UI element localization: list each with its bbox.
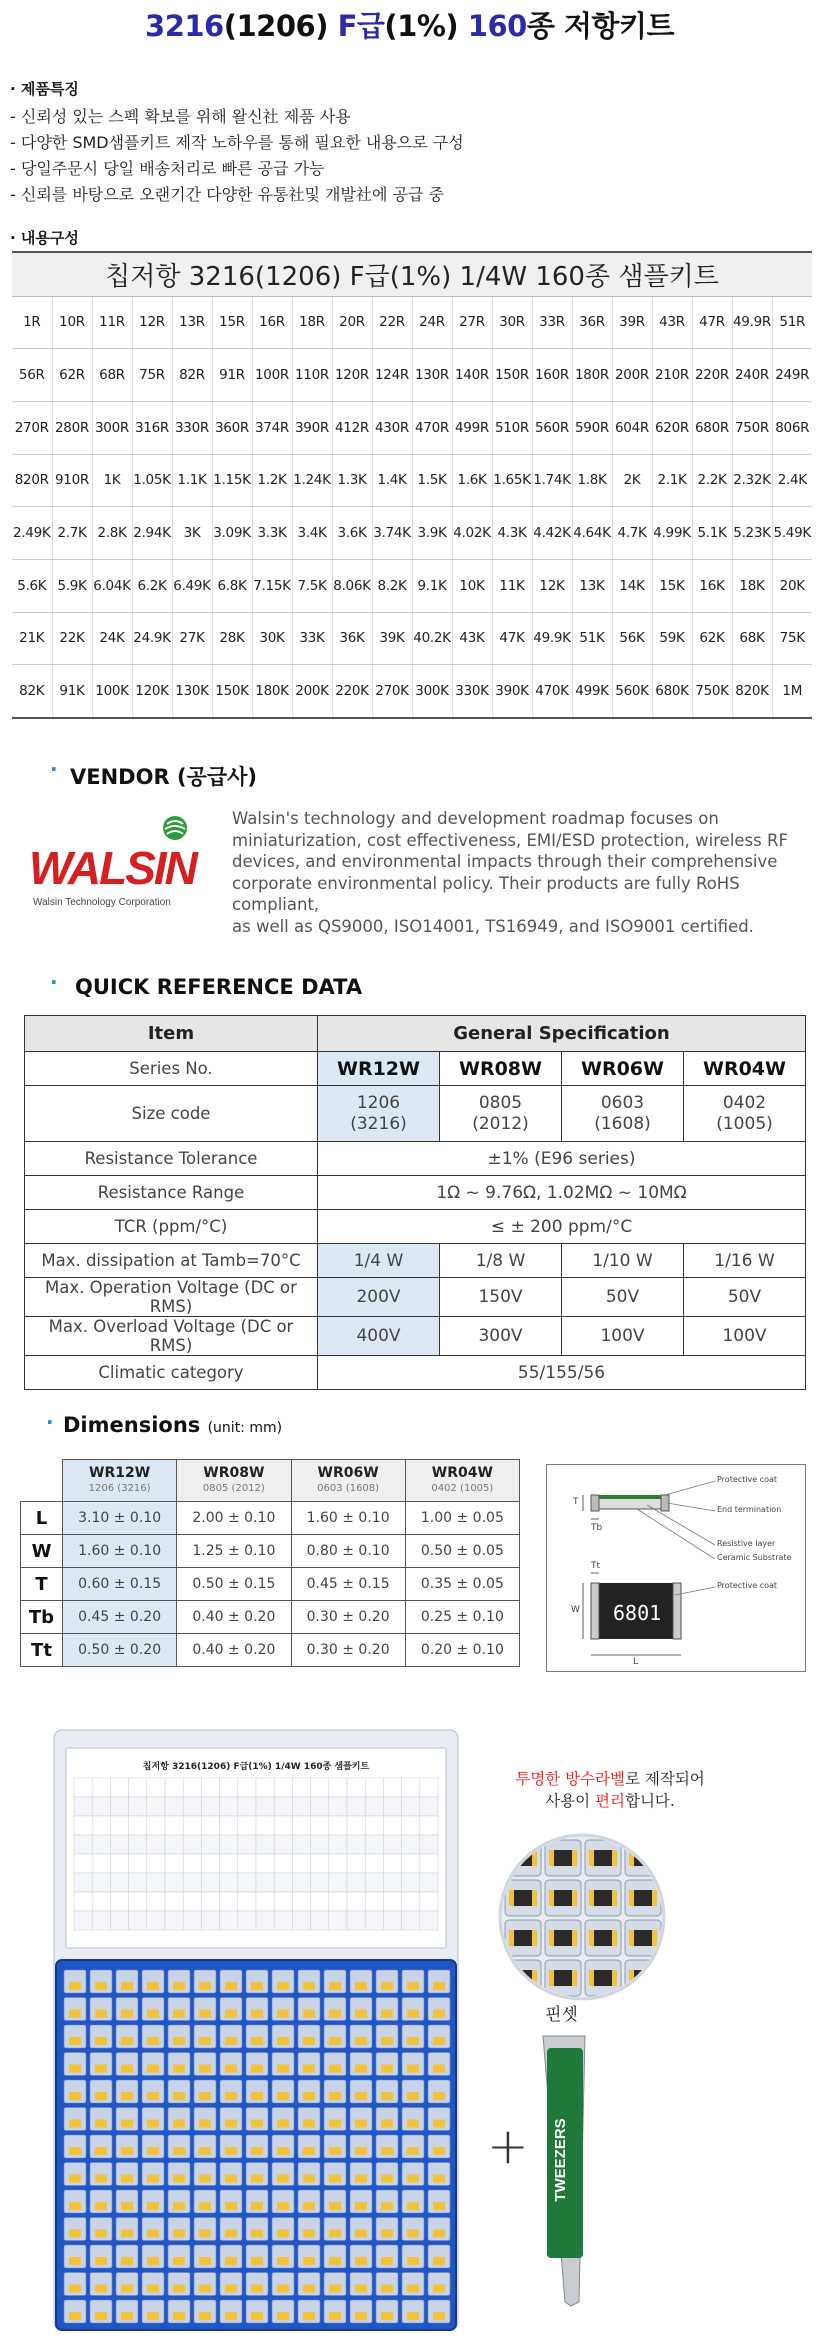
resistor-row <box>12 665 812 718</box>
resistor-value: 1.8K <box>572 454 612 507</box>
dim-header: WR12W 1206 (3216) <box>63 1460 177 1502</box>
dimension-label: Tb <box>21 1601 63 1634</box>
resistor-value: 4.64K <box>572 507 612 560</box>
resistor-value: 4.42K <box>532 507 572 560</box>
dissipation-cell: 1/16 W <box>684 1244 806 1278</box>
dissipation-label: Max. dissipation at Tamb=70°C <box>25 1244 318 1278</box>
resistor-value: 30R <box>492 296 532 349</box>
box-label-title: 칩저항 3216(1206) F급(1%) 1/4W 160종 샘플키트 <box>142 1762 370 1772</box>
resistor-value: 24.9K <box>132 612 172 665</box>
resistor-row <box>12 454 812 507</box>
resistor-value: 470R <box>412 401 452 454</box>
dim-header: WR04W 0402 (1005) <box>405 1460 519 1502</box>
resistor-value: 47R <box>692 296 732 349</box>
dimension-row <box>21 1568 520 1601</box>
resistor-value: 100K <box>92 665 132 718</box>
page-title: 3216(1206) F급(1%) 160종 저항키트 <box>145 9 674 43</box>
dimensions-table <box>20 1459 520 1667</box>
dimension-value: 1.60 ± 0.10 <box>63 1535 177 1568</box>
resistor-value: 590R <box>572 401 612 454</box>
resistor-value: 3.74K <box>372 507 412 560</box>
resistor-value: 160R <box>532 349 572 402</box>
resistor-value: 13R <box>172 296 212 349</box>
resistor-value: 40.2K <box>412 612 452 665</box>
resistor-value: 430R <box>372 401 412 454</box>
dimension-value: 1.00 ± 0.05 <box>405 1502 519 1535</box>
resistor-value: 1K <box>92 454 132 507</box>
resistor-value: 24K <box>92 612 132 665</box>
size-cell: 1206 (3216) <box>318 1086 440 1142</box>
resistor-value: 51K <box>572 612 612 665</box>
tweezers-image <box>535 2030 605 2310</box>
resistor-value-table <box>12 251 812 719</box>
resistor-row <box>12 349 812 402</box>
resistor-value: 14K <box>612 559 652 612</box>
dimensions-heading: Dimensions (unit: mm) <box>63 1413 283 1437</box>
resistor-value: 100R <box>252 349 292 402</box>
resistor-row <box>12 401 812 454</box>
resistor-value: 20K <box>772 559 812 612</box>
resistor-value: 374R <box>252 401 292 454</box>
resistor-value: 130R <box>412 349 452 402</box>
plus-sign: + <box>487 2117 529 2175</box>
resistor-value: 140R <box>452 349 492 402</box>
dimension-value: 0.50 ± 0.15 <box>177 1568 291 1601</box>
resistor-value: 5.49K <box>772 507 812 560</box>
resistor-value: 5.9K <box>52 559 92 612</box>
resistor-value: 360R <box>212 401 252 454</box>
resistor-value: 82R <box>172 349 212 402</box>
vendor-heading: VENDOR (공급사) <box>70 765 257 789</box>
dimension-label: W <box>21 1535 63 1568</box>
resistor-value: 680R <box>692 401 732 454</box>
resistor-value: 47K <box>492 612 532 665</box>
resistor-value: 180K <box>252 665 292 718</box>
feature-item: - 다양한 SMD샘플키트 제작 노하우를 통해 필요한 내용으로 구성 <box>10 133 464 152</box>
resistor-value: 6.2K <box>132 559 172 612</box>
resistor-value: 210R <box>652 349 692 402</box>
resistor-value: 5.1K <box>692 507 732 560</box>
features-list <box>10 104 464 208</box>
resistor-value: 180R <box>572 349 612 402</box>
operation-voltage-label: Max. Operation Voltage (DC or RMS) <box>25 1278 318 1317</box>
resistor-value: 18R <box>292 296 332 349</box>
resistor-value: 390R <box>292 401 332 454</box>
resistor-value: 11K <box>492 559 532 612</box>
feature-item: - 당일주문시 당일 배송처리로 빠른 공급 가능 <box>10 159 325 178</box>
dimension-row <box>21 1535 520 1568</box>
resistor-value: 820K <box>732 665 772 718</box>
size-cell: 0402 (1005) <box>684 1086 806 1142</box>
resistor-value: 13K <box>572 559 612 612</box>
quickref-bullet: · <box>50 970 58 994</box>
resistor-value: 62R <box>52 349 92 402</box>
resistor-value: 2K <box>612 454 652 507</box>
dimension-value: 0.20 ± 0.10 <box>405 1634 519 1667</box>
dimension-value: 0.50 ± 0.20 <box>63 1634 177 1667</box>
dimension-value: 0.45 ± 0.15 <box>291 1568 405 1601</box>
size-cell: 0603 (1608) <box>562 1086 684 1142</box>
resistor-value: 59K <box>652 612 692 665</box>
resistor-value: 124R <box>372 349 412 402</box>
resistor-value: 43K <box>452 612 492 665</box>
tolerance-value: ±1% (E96 series) <box>318 1142 806 1176</box>
resistor-value: 30K <box>252 612 292 665</box>
dimension-value: 0.50 ± 0.05 <box>405 1535 519 1568</box>
range-value: 1Ω ~ 9.76Ω, 1.02MΩ ~ 10MΩ <box>318 1176 806 1210</box>
walsin-logo <box>27 811 217 911</box>
tcr-label: TCR (ppm/°C) <box>25 1210 318 1244</box>
resistor-value: 604R <box>612 401 652 454</box>
dimension-value: 0.30 ± 0.20 <box>291 1634 405 1667</box>
tcr-value: ≤ ± 200 ppm/°C <box>318 1210 806 1244</box>
dimension-value: 2.00 ± 0.10 <box>177 1502 291 1535</box>
resistor-value: 120K <box>132 665 172 718</box>
series-cell: WR06W <box>562 1052 684 1086</box>
chip-dimension-diagram: Protective coat End termination Resistive layer Ceramic Substrate Protective coat 6801 T Tb Tt W L <box>546 1464 806 1672</box>
resistor-value: 1R <box>12 296 52 349</box>
range-label: Resistance Range <box>25 1176 318 1210</box>
dimension-row <box>21 1601 520 1634</box>
resistor-value: 3.3K <box>252 507 292 560</box>
dimension-value: 0.45 ± 0.20 <box>63 1601 177 1634</box>
resistor-value: 22K <box>52 612 92 665</box>
resistor-row <box>12 296 812 349</box>
quickref-heading: QUICK REFERENCE DATA <box>75 975 363 999</box>
resistor-value: 20R <box>332 296 372 349</box>
waterproof-label-closeup <box>497 1832 667 2002</box>
resistor-value: 150R <box>492 349 532 402</box>
resistor-value: 240R <box>732 349 772 402</box>
resistor-value: 3.09K <box>212 507 252 560</box>
feature-item: - 신뢰를 바탕으로 오랜기간 다양한 유통社및 개발社에 공급 중 <box>10 185 444 204</box>
resistor-value: 91K <box>52 665 92 718</box>
resistor-value: 49.9K <box>532 612 572 665</box>
dimension-value: 0.80 ± 0.10 <box>291 1535 405 1568</box>
dissipation-cell: 1/8 W <box>440 1244 562 1278</box>
resistor-value: 33R <box>532 296 572 349</box>
resistor-value: 27K <box>172 612 212 665</box>
dimension-row <box>21 1634 520 1667</box>
resistor-value: 51R <box>772 296 812 349</box>
resistor-value: 1.65K <box>492 454 532 507</box>
resistor-value: 36R <box>572 296 612 349</box>
resistor-value: 16R <box>252 296 292 349</box>
resistor-value: 1.15K <box>212 454 252 507</box>
resistor-value: 18K <box>732 559 772 612</box>
tweezers-label: 핀셋 <box>545 2005 578 2025</box>
resistor-value: 2.8K <box>92 507 132 560</box>
dimension-value: 1.25 ± 0.10 <box>177 1535 291 1568</box>
overload-voltage-cell: 300V <box>440 1317 562 1356</box>
resistor-value: 270K <box>372 665 412 718</box>
resistor-value: 6.04K <box>92 559 132 612</box>
series-cell: WR08W <box>440 1052 562 1086</box>
resistor-value: 249R <box>772 349 812 402</box>
resistor-value: 5.6K <box>12 559 52 612</box>
dimension-row <box>21 1502 520 1535</box>
resistor-value: 3.9K <box>412 507 452 560</box>
resistor-value: 2.94K <box>132 507 172 560</box>
resistor-value: 120R <box>332 349 372 402</box>
resistor-value: 750R <box>732 401 772 454</box>
tolerance-label: Resistance Tolerance <box>25 1142 318 1176</box>
dimension-value: 1.60 ± 0.10 <box>291 1502 405 1535</box>
resistor-value: 6.8K <box>212 559 252 612</box>
resistor-value: 12K <box>532 559 572 612</box>
resistor-value: 1.5K <box>412 454 452 507</box>
dissipation-cell: 1/4 W <box>318 1244 440 1278</box>
resistor-value: 49.9R <box>732 296 772 349</box>
resistor-value: 4.3K <box>492 507 532 560</box>
resistor-value: 750K <box>692 665 732 718</box>
series-cell: WR12W <box>318 1052 440 1086</box>
dimension-value: 0.25 ± 0.10 <box>405 1601 519 1634</box>
resistor-value: 68R <box>92 349 132 402</box>
resistor-value: 4.99K <box>652 507 692 560</box>
dissipation-cell: 1/10 W <box>562 1244 684 1278</box>
dimension-value: 0.35 ± 0.05 <box>405 1568 519 1601</box>
resistor-value: 1.74K <box>532 454 572 507</box>
resistor-value: 75K <box>772 612 812 665</box>
dimension-value: 0.40 ± 0.20 <box>177 1634 291 1667</box>
resistor-value: 200K <box>292 665 332 718</box>
resistor-value: 11R <box>92 296 132 349</box>
vendor-bullet: · <box>50 757 58 781</box>
resistor-value: 6.49K <box>172 559 212 612</box>
promo-text: 투명한 방수라벨로 제작되어 사용이 편리합니다. <box>515 1770 705 1810</box>
resistor-value: 560R <box>532 401 572 454</box>
dimension-label: T <box>21 1568 63 1601</box>
size-cell: 0805 (2012) <box>440 1086 562 1142</box>
resistor-value: 820R <box>12 454 52 507</box>
resistor-value: 3.6K <box>332 507 372 560</box>
dimension-label: L <box>21 1502 63 1535</box>
series-label: Series No. <box>25 1052 318 1086</box>
resistor-value: 806R <box>772 401 812 454</box>
resistor-value: 43R <box>652 296 692 349</box>
resistor-value: 300K <box>412 665 452 718</box>
resistor-value: 3.4K <box>292 507 332 560</box>
sample-kit-box-photo <box>52 1728 460 2333</box>
resistor-value: 39K <box>372 612 412 665</box>
resistor-value: 28K <box>212 612 252 665</box>
resistor-row <box>12 612 812 665</box>
feature-item: - 신뢰성 있는 스펙 확보를 위해 왈신社 제품 사용 <box>10 107 351 126</box>
resistor-value: 280R <box>52 401 92 454</box>
resistor-value: 36K <box>332 612 372 665</box>
resistor-value: 91R <box>212 349 252 402</box>
resistor-value: 499R <box>452 401 492 454</box>
resistor-value: 16K <box>692 559 732 612</box>
resistor-value: 82K <box>12 665 52 718</box>
resistor-value: 9.1K <box>412 559 452 612</box>
tweezers-print: TWEEZERS <box>552 2118 569 2202</box>
resistor-value: 22R <box>372 296 412 349</box>
resistor-value: 560K <box>612 665 652 718</box>
operation-voltage-cell: 50V <box>562 1278 684 1317</box>
resistor-value: 499K <box>572 665 612 718</box>
resistor-value: 7.5K <box>292 559 332 612</box>
resistor-value: 75R <box>132 349 172 402</box>
resistor-value: 1.2K <box>252 454 292 507</box>
dimension-value: 0.60 ± 0.15 <box>63 1568 177 1601</box>
resistor-value: 300R <box>92 401 132 454</box>
overload-voltage-cell: 400V <box>318 1317 440 1356</box>
resistor-value: 620R <box>652 401 692 454</box>
resistor-value: 7.15K <box>252 559 292 612</box>
quick-reference-table <box>24 1015 806 1390</box>
overload-voltage-cell: 100V <box>684 1317 806 1356</box>
resistor-row <box>12 507 812 560</box>
resistor-value: 1.24K <box>292 454 332 507</box>
resistor-value: 1.6K <box>452 454 492 507</box>
resistor-value: 1M <box>772 665 812 718</box>
resistor-value: 21K <box>12 612 52 665</box>
vendor-description: Walsin's technology and development roadmap focuses on miniaturization, cost effectiveness, EMI/ESD protection, wireless RF devices, and environmental impacts through their comprehensive corporate environmental policy. Their products are fully RoHS compliant, as well as QS9000, ISO14001, TS16949, and ISO9001 certified. <box>232 809 788 936</box>
resistor-value: 4.02K <box>452 507 492 560</box>
resistor-value: 680K <box>652 665 692 718</box>
resistor-value: 110R <box>292 349 332 402</box>
resistor-value: 316R <box>132 401 172 454</box>
resistor-value: 56R <box>12 349 52 402</box>
resistor-value: 390K <box>492 665 532 718</box>
chip-marking: 6801 <box>613 1601 662 1625</box>
resistor-value: 8.06K <box>332 559 372 612</box>
overload-voltage-label: Max. Overload Voltage (DC or RMS) <box>25 1317 318 1356</box>
resistor-value: 1.05K <box>132 454 172 507</box>
resistor-value: 220R <box>692 349 732 402</box>
resistor-value: 8.2K <box>372 559 412 612</box>
resistor-value: 15K <box>652 559 692 612</box>
resistor-row <box>12 559 812 612</box>
resistor-value: 412R <box>332 401 372 454</box>
dimension-label: Tt <box>21 1634 63 1667</box>
resistor-value: 24R <box>412 296 452 349</box>
dim-header: WR06W 0603 (1608) <box>291 1460 405 1502</box>
features-heading: · 제품특징 <box>10 80 79 98</box>
series-cell: WR04W <box>684 1052 806 1086</box>
logo-wordmark: WALSIN <box>29 842 196 894</box>
resistor-value: 4.7K <box>612 507 652 560</box>
resistor-value: 3K <box>172 507 212 560</box>
operation-voltage-cell: 150V <box>440 1278 562 1317</box>
resistor-value: 2.49K <box>12 507 52 560</box>
dimension-value: 0.40 ± 0.20 <box>177 1601 291 1634</box>
resistor-value: 10K <box>452 559 492 612</box>
resistor-value: 12R <box>132 296 172 349</box>
resistor-value: 1.3K <box>332 454 372 507</box>
resistor-value: 220K <box>332 665 372 718</box>
resistor-value: 39R <box>612 296 652 349</box>
resistor-value: 27R <box>452 296 492 349</box>
resistor-value: 2.1K <box>652 454 692 507</box>
dimensions-bullet: · <box>46 1410 54 1434</box>
resistor-value: 2.4K <box>772 454 812 507</box>
dim-header: WR08W 0805 (2012) <box>177 1460 291 1502</box>
resistor-value: 330K <box>452 665 492 718</box>
resistor-value: 200R <box>612 349 652 402</box>
resistor-value: 270R <box>12 401 52 454</box>
resistor-value: 910R <box>52 454 92 507</box>
resistor-value: 2.2K <box>692 454 732 507</box>
size-label: Size code <box>25 1086 318 1142</box>
resistor-value: 15R <box>212 296 252 349</box>
resistor-value: 130K <box>172 665 212 718</box>
contents-heading: · 내용구성 <box>10 229 79 247</box>
dimension-value: 0.30 ± 0.20 <box>291 1601 405 1634</box>
resistor-value: 2.32K <box>732 454 772 507</box>
col-spec: General Specification <box>318 1016 806 1052</box>
resistor-value: 62K <box>692 612 732 665</box>
resistor-value: 5.23K <box>732 507 772 560</box>
climatic-label: Climatic category <box>25 1356 318 1390</box>
operation-voltage-cell: 200V <box>318 1278 440 1317</box>
operation-voltage-cell: 50V <box>684 1278 806 1317</box>
resistor-value: 330R <box>172 401 212 454</box>
resistor-value: 2.7K <box>52 507 92 560</box>
resistor-value: 470K <box>532 665 572 718</box>
dimension-value: 3.10 ± 0.10 <box>63 1502 177 1535</box>
resistor-value: 33K <box>292 612 332 665</box>
resistor-value: 1.4K <box>372 454 412 507</box>
resistor-table-title: 칩저항 3216(1206) F급(1%) 1/4W 160종 샘플키트 <box>12 252 812 296</box>
resistor-value: 68K <box>732 612 772 665</box>
overload-voltage-cell: 100V <box>562 1317 684 1356</box>
resistor-value: 56K <box>612 612 652 665</box>
resistor-value: 510R <box>492 401 532 454</box>
resistor-value: 10R <box>52 296 92 349</box>
climatic-value: 55/155/56 <box>318 1356 806 1390</box>
resistor-value: 150K <box>212 665 252 718</box>
resistor-value: 1.1K <box>172 454 212 507</box>
logo-subtitle: Walsin Technology Corporation <box>33 897 171 908</box>
col-item: Item <box>25 1016 318 1052</box>
